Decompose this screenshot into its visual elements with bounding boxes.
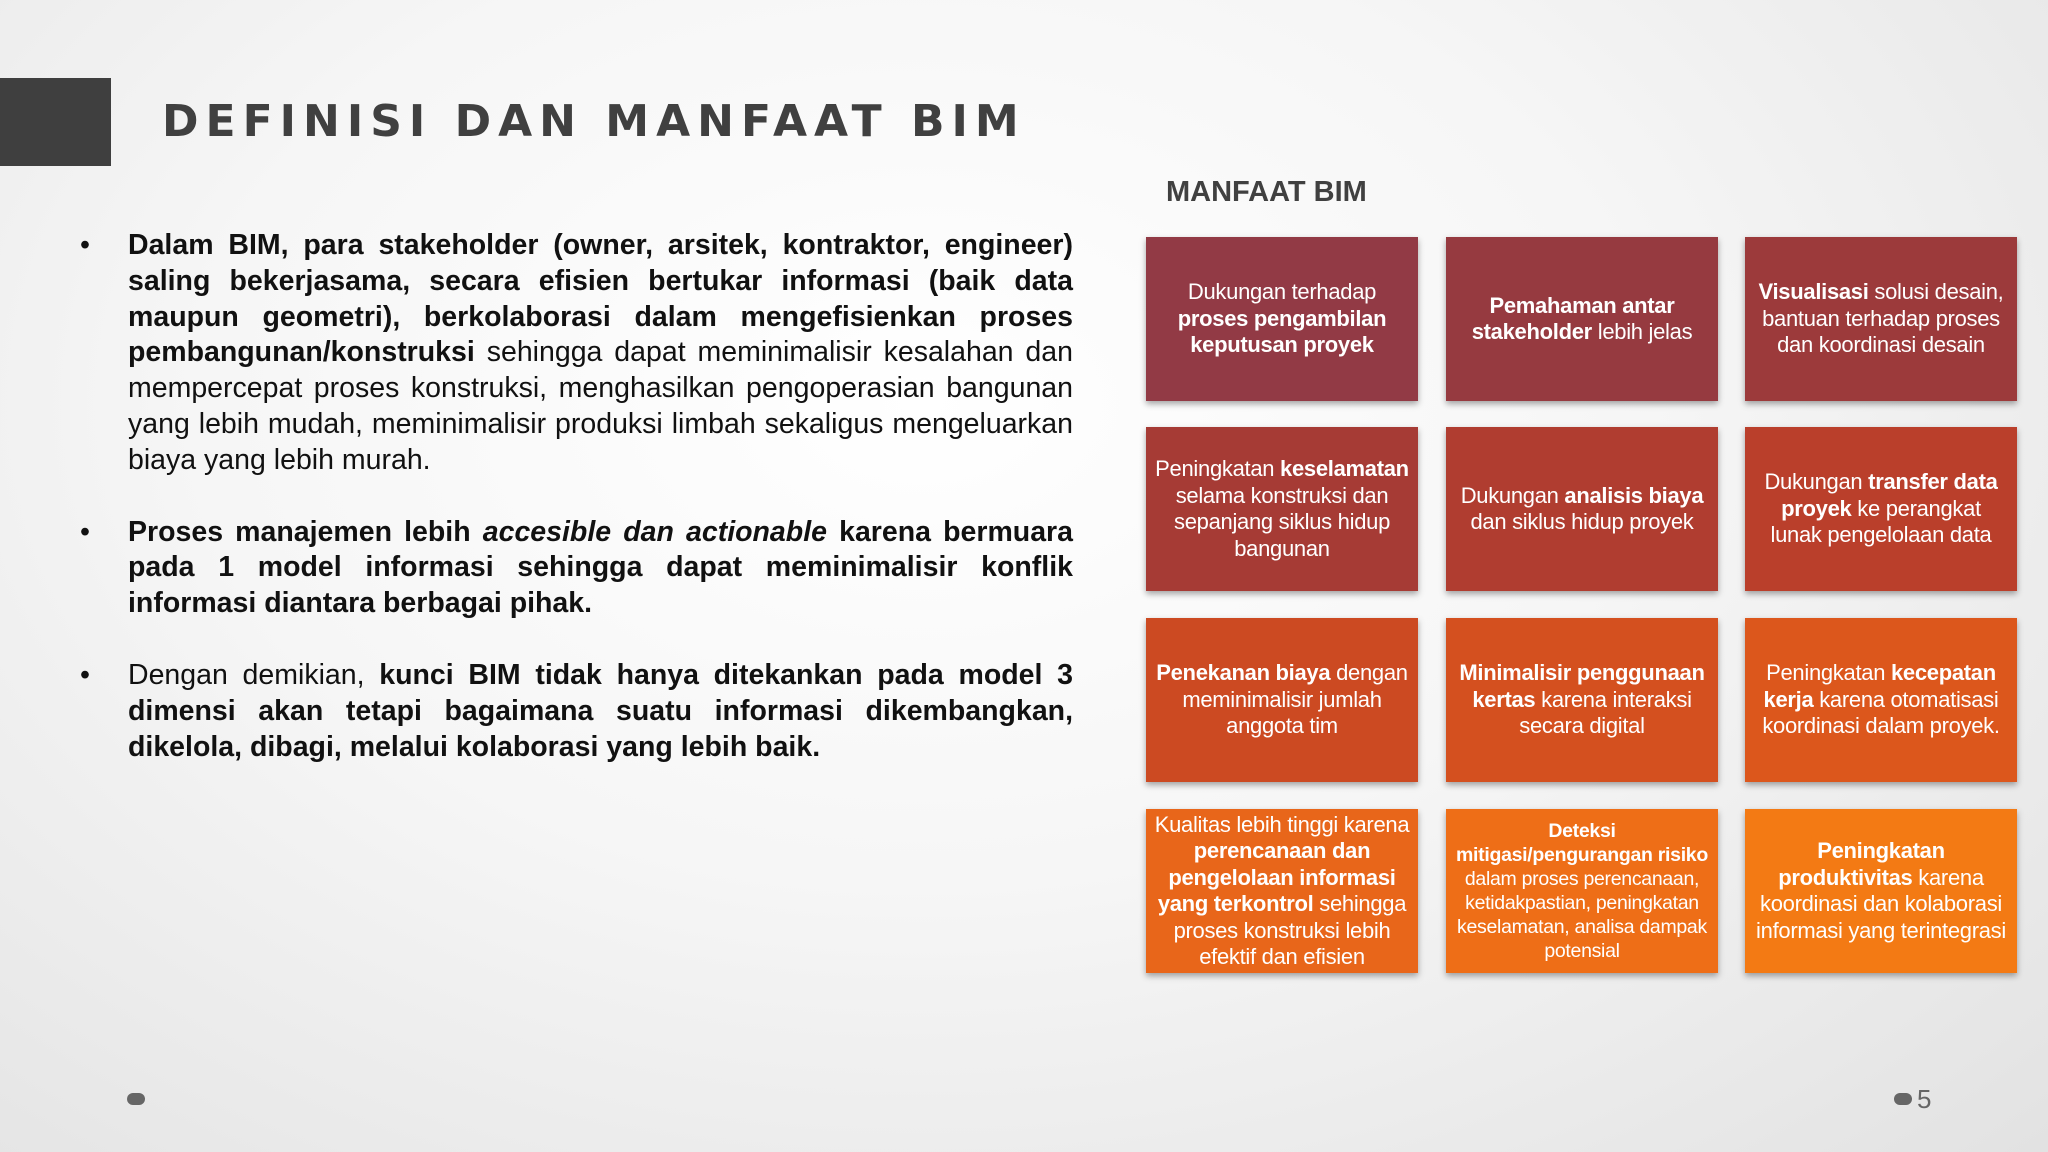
manfaat-card (1446, 618, 1718, 782)
card-text-segment: Dukungan (1460, 482, 1565, 508)
bullet-text-segment: kunci BIM tidak hanya ditekankan pada model 3 dimensi akan tetapi bagaimana suatu informasi dikembangkan, dikelola, dibagi, melalui kolaborasi yang lebih baik. (128, 658, 1073, 763)
manfaat-card-text (1753, 279, 2009, 359)
card-text-segment: keselamatan (1280, 456, 1409, 481)
manfaat-card (1745, 427, 2017, 591)
definition-bullet-list (80, 228, 1073, 801)
footer-left-dot (127, 1093, 145, 1105)
card-text-segment: kecepatan kerja (1763, 660, 1996, 712)
manfaat-card (1146, 809, 1418, 973)
card-text-segment: Kualitas lebih tinggi karena (1154, 811, 1410, 837)
manfaat-card-text (1454, 293, 1710, 346)
bullet-text-segment: karena bermuara pada 1 model informasi sehingga dapat meminimalisir konflik informasi diantara berbagai pihak. (128, 515, 1074, 620)
card-text-segment: analisis biaya (1564, 482, 1704, 508)
bullet-text-segment: Dalam BIM, para stakeholder (owner, arsitek, kontraktor, engineer) saling bekerjasama, secara efisien bertukar informasi (baik data maupun geometri), berkolaborasi dalam mengefisienkan proses pembangunan/konstruksi (128, 229, 1073, 369)
bullet-text-segment: Dengan demikian, (128, 658, 380, 691)
card-text-segment: ke perangkat lunak pengelolaan data (1770, 495, 1992, 548)
card-text-segment: Dukungan (1764, 469, 1869, 495)
manfaat-card (1446, 237, 1718, 401)
card-text-segment: solusi desain, bantuan terhadap proses dan koordinasi desain (1762, 279, 2004, 358)
card-text-segment: Minimalisir penggunaan kertas (1459, 660, 1705, 712)
card-text-segment: Peningkatan (1155, 456, 1281, 481)
bullet-item (80, 228, 1073, 479)
card-text-segment: Peningkatan (1766, 660, 1891, 686)
card-text-segment: Pemahaman antar stakeholder (1471, 292, 1675, 344)
manfaat-card-text (1753, 838, 2009, 944)
title-accent-block (0, 78, 111, 166)
manfaat-card (1146, 237, 1418, 401)
manfaat-card (1146, 618, 1418, 782)
bullet-item (80, 515, 1073, 622)
card-text-segment: proses pengambilan keputusan proyek (1177, 305, 1387, 358)
manfaat-card-text (1753, 660, 2009, 740)
manfaat-card-text (1154, 279, 1410, 359)
slide-title: DEFINISI DAN MANFAAT BIM (162, 96, 1026, 147)
card-text-segment: dalam proses perencanaan, ketidakpastian, peningkatan keselamatan, analisa dampak potensial (1457, 868, 1707, 962)
bullet-text-segment: accesible dan actionable (482, 515, 827, 548)
bullet-marker: • (80, 229, 90, 261)
bullet-text-segment: Proses manajemen lebih (128, 515, 483, 548)
card-text-segment: Penekanan biaya (1156, 660, 1331, 686)
manfaat-card (1446, 809, 1718, 973)
bullet-marker: • (80, 515, 90, 548)
card-text-segment: karena koordinasi dan kolaborasi informasi yang terintegrasi (1756, 864, 2006, 943)
manfaat-card-text (1154, 660, 1410, 740)
bullet-marker: • (80, 658, 90, 691)
card-text-segment: lebih jelas (1591, 319, 1693, 344)
card-text-segment: karena interaksi secara digital (1519, 686, 1692, 739)
card-text-segment: sehingga proses konstruksi lebih efektif dan efisien (1173, 891, 1407, 969)
card-text-segment: karena otomatisasi koordinasi dalam proyek. (1762, 686, 2000, 739)
bullet-item (80, 658, 1073, 765)
card-text-segment: Dukungan terhadap (1187, 279, 1377, 305)
manfaat-card-text (1454, 819, 1710, 963)
manfaat-card-text (1753, 469, 2009, 549)
card-text-segment: dan siklus hidup proyek (1470, 509, 1694, 534)
manfaat-card (1446, 427, 1718, 591)
manfaat-section-title: MANFAAT BIM (1166, 176, 1367, 208)
footer-right-dot (1894, 1093, 1912, 1105)
card-text-segment: Peningkatan produktivitas (1778, 838, 1945, 890)
manfaat-card-text (1154, 812, 1410, 971)
manfaat-card-text (1454, 660, 1710, 740)
manfaat-card (1745, 809, 2017, 973)
manfaat-card-text (1154, 456, 1410, 562)
card-text-segment: Deteksi mitigasi/pengurangan risiko (1456, 820, 1708, 866)
bullet-text-segment: sehingga dapat meminimalisir kesalahan dan mempercepat proses konstruksi, menghasilkan pengoperasian bangunan yang lebih mudah, meminimalisir produksi limbah sekaligus mengeluarkan biaya yang lebih murah. (128, 336, 1073, 476)
card-text-segment: Visualisasi (1758, 279, 1869, 305)
card-text-segment: transfer data proyek (1781, 469, 1998, 521)
page-number: 5 (1917, 1084, 1932, 1114)
card-text-segment: selama konstruksi dan sepanjang siklus hidup bangunan (1174, 482, 1390, 561)
manfaat-card (1745, 237, 2017, 401)
manfaat-card (1146, 427, 1418, 591)
card-text-segment: perencanaan dan pengelolaan informasi yang terkontrol (1157, 838, 1396, 916)
manfaat-card (1745, 618, 2017, 782)
manfaat-card-text (1454, 483, 1710, 536)
card-text-segment: dengan meminimalisir jumlah anggota tim (1182, 660, 1408, 739)
